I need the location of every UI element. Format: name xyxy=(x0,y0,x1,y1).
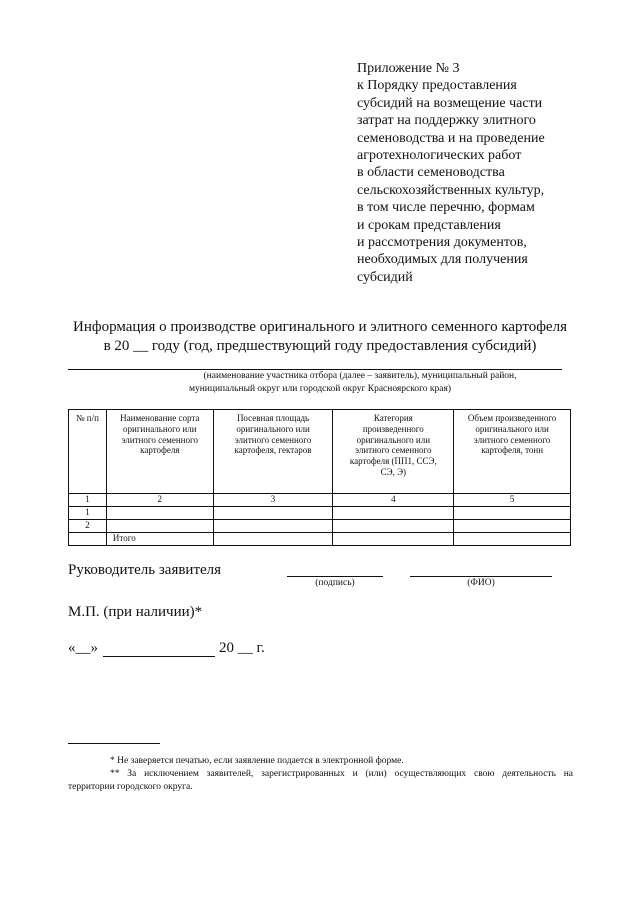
annex-line: субсидий xyxy=(357,269,413,285)
full-name-caption: (ФИО) xyxy=(467,578,495,588)
table-row xyxy=(69,494,571,507)
table-cell[interactable] xyxy=(333,533,454,546)
table-cell[interactable] xyxy=(213,507,333,520)
signature-caption: (подпись) xyxy=(315,578,355,588)
footnote-2: ** За исключением заявителей, зарегистрированных и (или) осуществляющих свою деятельность на xyxy=(110,769,573,779)
header-volume: Объем произведенного оригинального или элитного семенного картофеля, тонн xyxy=(454,410,571,494)
table-cell[interactable] xyxy=(106,507,213,520)
table-cell: 3 xyxy=(213,494,333,507)
footnote-2-continuation: территории городского округа. xyxy=(68,782,193,792)
table-cell: 5 xyxy=(454,494,571,507)
table-cell[interactable] xyxy=(454,520,571,533)
production-table xyxy=(68,409,571,546)
footnote-1: * Не заверяется печатью, если заявление подается в электронной форме. xyxy=(110,756,404,766)
date-month-line[interactable] xyxy=(103,656,215,657)
head-of-applicant-label: Руководитель заявителя xyxy=(68,562,222,578)
annex-line: и рассмотрения документов, xyxy=(357,235,527,251)
applicant-caption xyxy=(0,370,640,395)
signature-line[interactable] xyxy=(287,576,383,577)
table-cell xyxy=(69,533,107,546)
annex-line: и срокам представления xyxy=(357,217,501,233)
title-line-1: Информация о производстве оригинального и элитного семенного картофеля xyxy=(73,319,567,335)
full-name-line[interactable] xyxy=(410,576,552,577)
footnotes xyxy=(68,755,573,794)
annex-line: затрат на поддержку элитного xyxy=(357,113,536,129)
table-cell[interactable] xyxy=(333,520,454,533)
header-variety: Наименование сорта оригинального или элитного семенного картофеля xyxy=(106,410,213,494)
title-line-2: в 20 __ году (год, предшествующий году предоставления субсидий) xyxy=(103,338,537,354)
applicant-caption-line-1: (наименование участника отбора (далее – заявитель), муниципальный район, xyxy=(203,371,517,381)
table-cell: 2 xyxy=(106,494,213,507)
annex-line: сельскохозяйственных культур, xyxy=(357,182,545,198)
annex-line: необходимых для получения xyxy=(357,252,528,268)
annex-line: агротехнологических работ xyxy=(357,148,522,164)
table-cell: 1 xyxy=(69,507,107,520)
applicant-caption-line-2: муниципальный округ или городской округ Красноярского края) xyxy=(188,383,452,394)
document-title xyxy=(0,318,640,356)
table-cell: 2 xyxy=(69,520,107,533)
annex-line: Приложение № 3 xyxy=(357,61,460,76)
table-header-row xyxy=(69,410,571,494)
annex-line: субсидий на возмещение части xyxy=(357,95,543,111)
table-total-row[interactable] xyxy=(69,533,571,546)
date-day: «__» xyxy=(68,640,98,656)
table-cell[interactable] xyxy=(333,507,454,520)
table-cell[interactable] xyxy=(213,533,333,546)
table-cell: 4 xyxy=(333,494,454,507)
table-cell: 1 xyxy=(69,494,107,507)
header-number: № п/п xyxy=(69,410,107,494)
table-row[interactable] xyxy=(69,520,571,533)
table-cell[interactable] xyxy=(454,533,571,546)
header-area: Посевная площадь оригинального или элитного семенного картофеля, гектаров xyxy=(213,410,333,494)
table-cell[interactable] xyxy=(213,520,333,533)
annex-line: в том числе перечню, формам xyxy=(357,200,535,216)
annex-header xyxy=(357,60,597,286)
date-year: 20 __ г. xyxy=(219,640,265,656)
table-cell[interactable] xyxy=(454,507,571,520)
total-label: Итого xyxy=(106,533,213,546)
header-category: Категория произведенного оригинального или элитного семенного картофеля (ПП1, ССЭ, СЭ, Э) xyxy=(333,410,454,494)
annex-line: к Порядку предоставления xyxy=(357,78,517,94)
annex-line: семеноводства и на проведение xyxy=(357,130,545,146)
annex-line: в области семеноводства xyxy=(357,165,505,181)
footnote-separator xyxy=(68,743,160,744)
stamp-label: М.П. (при наличии)* xyxy=(68,604,203,620)
table-cell[interactable] xyxy=(106,520,213,533)
table-row[interactable] xyxy=(69,507,571,520)
